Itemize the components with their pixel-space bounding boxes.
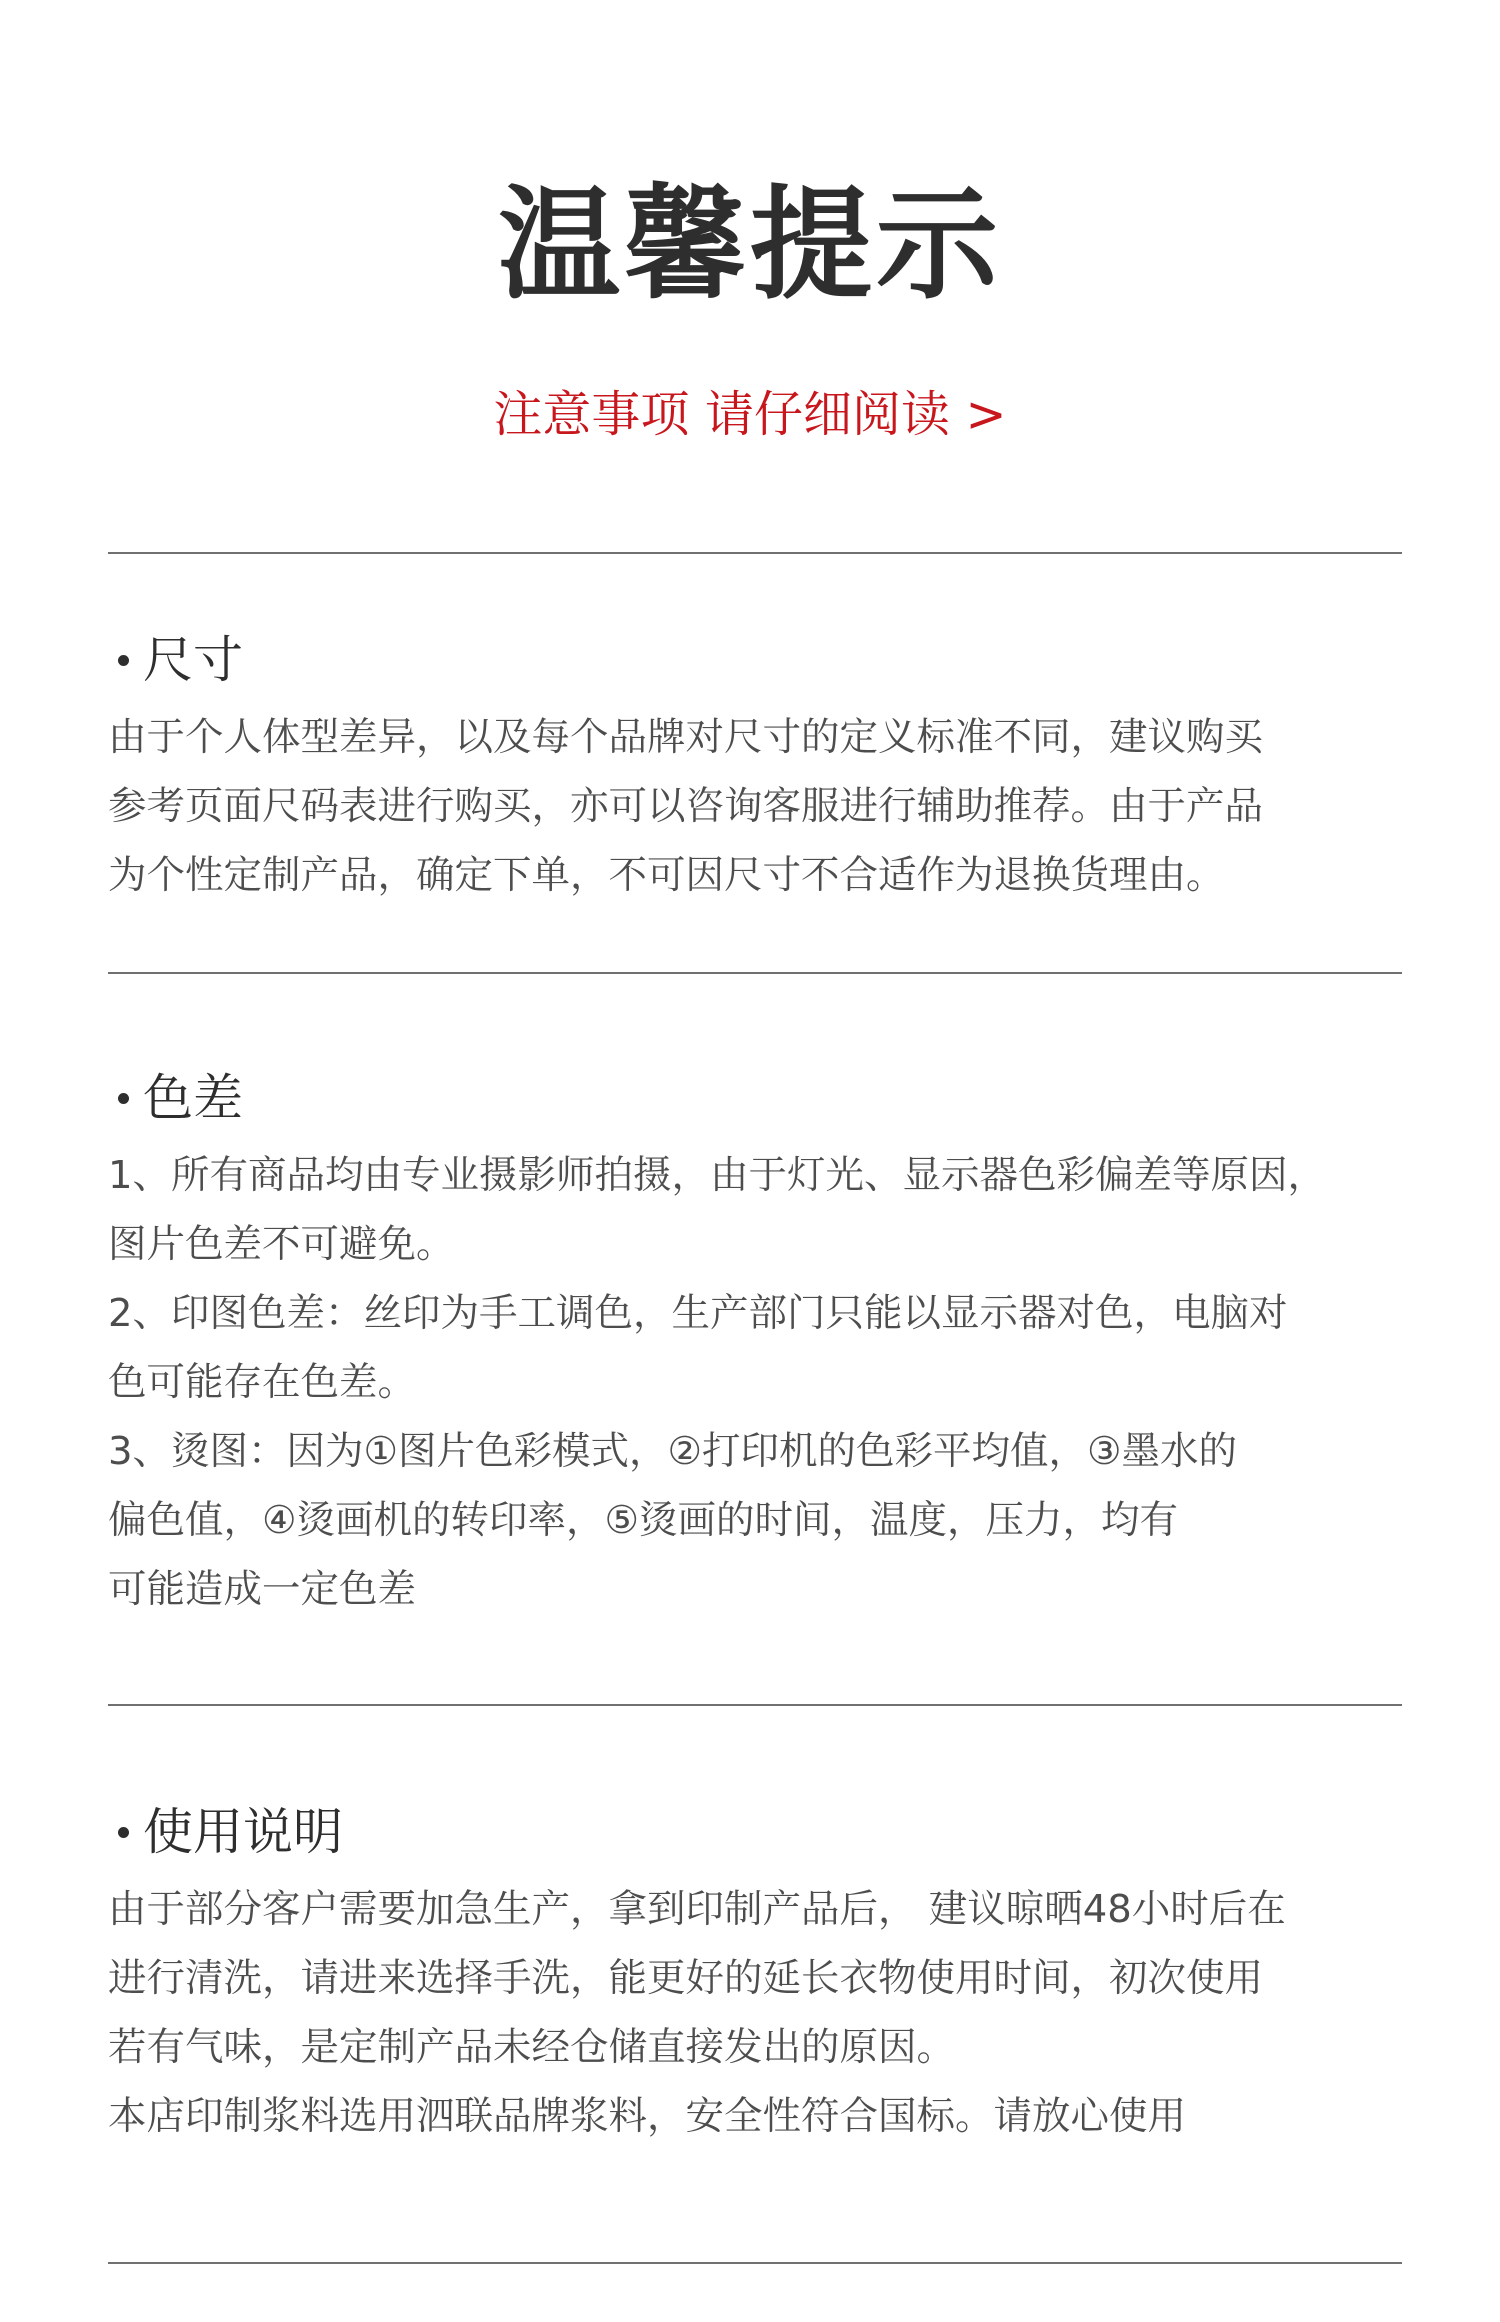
section-title: 色差 — [143, 1069, 243, 1127]
section-color-difference — [108, 1063, 1408, 1624]
section-text-line: 偏色值，④烫画机的转印率，⑤烫画的时间，温度，压力，均有 — [108, 1498, 1179, 1543]
page-subtitle: 注意事项 请仔细阅读 > — [493, 386, 1007, 443]
section-text-line: 可能造成一定色差 — [108, 1567, 417, 1612]
section-text-line: 色可能存在色差。 — [108, 1360, 417, 1405]
section-text-line: 为个性定制产品，确定下单，不可因尺寸不合适作为退换货理由。 — [108, 853, 1225, 898]
section-text-line: 图片色差不可避免。 — [108, 1222, 455, 1267]
section-size — [108, 625, 1408, 910]
section-text-line: 进行清洗，请进来选择手洗，能更好的延长衣物使用时间，初次使用 — [108, 1956, 1264, 2001]
section-text-line: 由于个人体型差异，以及每个品牌对尺寸的定义标准不同，建议购买 — [108, 715, 1264, 760]
section-text-line: 本店印制浆料选用泗联品牌浆料，安全性符合国标。请放心使用 — [108, 2094, 1187, 2139]
page-title: 温馨提示 — [498, 174, 1002, 316]
section-text-line: 2、印图色差：丝印为手工调色，生产部门只能以显示器对色，电脑对 — [108, 1291, 1288, 1336]
section-heading — [108, 1797, 1408, 1867]
section-title: 使用说明 — [143, 1803, 343, 1861]
bullet-icon — [118, 1827, 129, 1838]
section-text-line: 1、所有商品均由专业摄影师拍摄，由于灯光、显示器色彩偏差等原因， — [108, 1153, 1326, 1198]
section-heading — [108, 1063, 1408, 1133]
section-usage-instructions — [108, 1797, 1408, 2151]
section-text-line: 由于部分客户需要加急生产，拿到印制产品后， 建议晾晒48小时后在 — [108, 1887, 1286, 1932]
section-body — [108, 703, 1408, 910]
divider — [108, 1704, 1402, 1706]
section-text-line: 3、烫图：因为①图片色彩模式，②打印机的色彩平均值，③墨水的 — [108, 1429, 1238, 1474]
bullet-icon — [118, 1093, 129, 1104]
section-body — [108, 1141, 1408, 1624]
section-heading — [108, 625, 1408, 695]
section-title: 尺寸 — [143, 631, 243, 689]
section-text-line: 参考页面尺码表进行购买，亦可以咨询客服进行辅助推荐。由于产品 — [108, 784, 1264, 829]
divider — [108, 972, 1402, 974]
divider — [108, 552, 1402, 554]
divider — [108, 2262, 1402, 2264]
section-body — [108, 1875, 1408, 2151]
bullet-icon — [118, 655, 129, 666]
section-text-line: 若有气味，是定制产品未经仓储直接发出的原因。 — [108, 2025, 956, 2070]
